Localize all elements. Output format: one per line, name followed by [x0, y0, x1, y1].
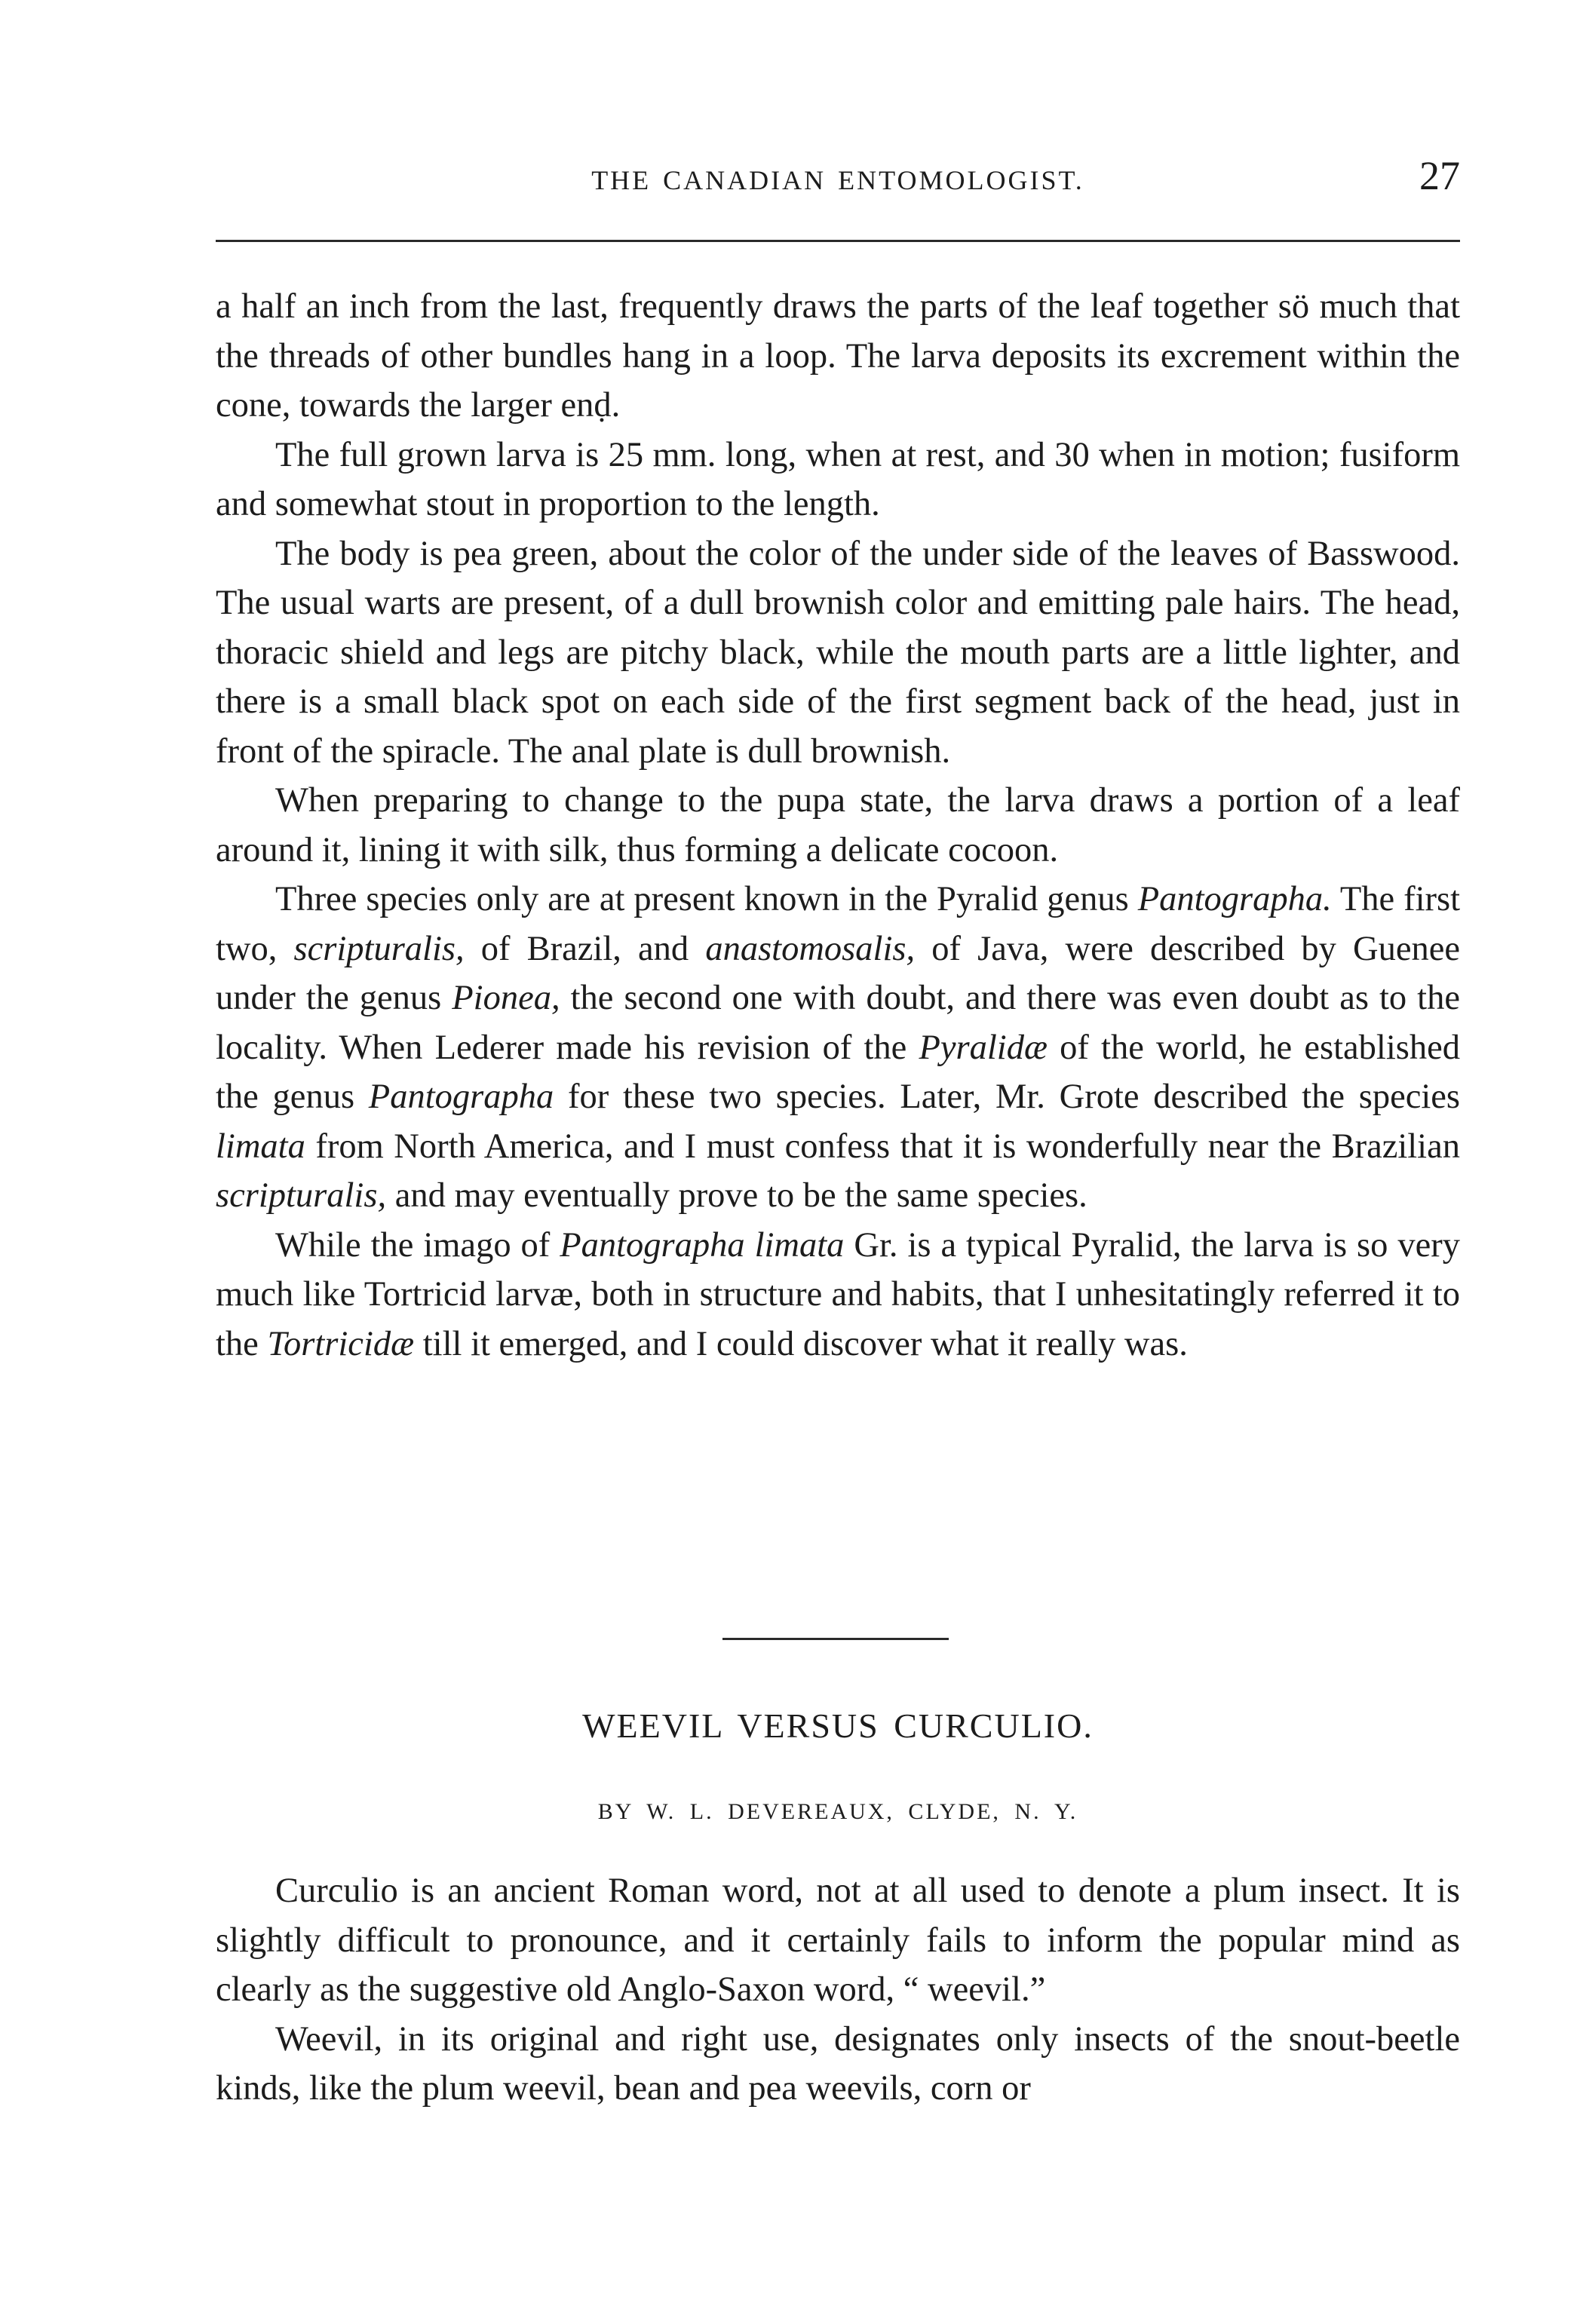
paragraph: [216, 1221, 1460, 1369]
italic-term: Pionea,: [452, 979, 560, 1017]
italic-term: anastomosalis,: [705, 929, 916, 968]
paragraph: [216, 776, 1460, 875]
italic-term: Pantographa limata: [560, 1225, 845, 1265]
text-run: Curculio is an ancient Roman word, not at all used to denote a plum insect. It is slightly difficult to pronounce, and it certainly fails to inform the popular mind as clearly as the suggestive old Anglo-Saxon word, “ weevil.”: [216, 1872, 1460, 2009]
text-run: The body is pea green, about the color of the under side of the leaves of Basswood. The usual warts are present, of a dull brownish color and emitting pale hairs. The head, thoracic shield and legs are pitchy black, while the mouth parts are a little lighter, and there is a small black spot on each side of the first segment back of the head, just in front of the spiracle. The anal plate is dull brownish.: [216, 534, 1460, 771]
text-run: of Java, were described by Guenee under the genus: [216, 929, 1460, 1017]
text-run: The first two,: [216, 880, 1460, 968]
article-text: [216, 1866, 1460, 2114]
article-title: WEEVIL VERSUS CURCULIO.: [582, 1706, 1094, 1745]
text-run: When preparing to change to the pupa state, the larva draws a portion of a leaf around it, lining it with silk, thus forming a delicate cocoon.: [216, 781, 1460, 869]
header-rule: [216, 240, 1460, 242]
text-run: the second one with doubt, and there was even doubt as to the locality. When Lederer made his revision of the: [216, 979, 1460, 1067]
text-run: and may eventually prove to be the same species.: [386, 1176, 1087, 1215]
running-title: THE CANADIAN ENTOMOLOGIST.: [591, 165, 1084, 195]
article-byline: BY W. L. DEVEREAUX, CLYDE, N. Y.: [597, 1799, 1078, 1824]
text-run: While the imago of: [275, 1225, 560, 1265]
italic-term: Pantographa: [368, 1078, 554, 1116]
text-run: of Brazil, and: [464, 929, 706, 968]
text-run: The full grown larva is 25 mm. long, when at rest, and 30 when in motion; fusiform and somewhat stout in proportion to the length.: [216, 435, 1460, 523]
text-run: a half an inch from the last, frequently draws the parts of the leaf together sö much that the threads of other bundles hang in a loop. The larva deposits its excrement within the cone, towards the larger enḍ.: [216, 287, 1460, 425]
italic-term: scripturalis,: [293, 929, 465, 968]
italic-term: limata: [216, 1127, 305, 1166]
page-header: [216, 153, 1460, 205]
paragraph: [216, 282, 1460, 431]
page-number: 27: [1419, 153, 1460, 198]
paragraph: [216, 1866, 1460, 2015]
text-run: Three species only are at present known in the Pyralid genus: [275, 880, 1138, 918]
text-run: Weevil, in its original and right use, designates only insects of the snout-beetle kinds, like the plum weevil, bean and pea weevils, corn or: [216, 2019, 1460, 2108]
text-run: from North America, and I must confess that it is wonderfully near the Brazilian: [305, 1127, 1460, 1166]
italic-term: scripturalis,: [216, 1176, 387, 1215]
paragraph: [216, 2015, 1460, 2114]
paragraph: [216, 529, 1460, 777]
italic-term: Tortricidæ: [267, 1324, 415, 1363]
text-run: of the world, he established the genus: [216, 1028, 1460, 1116]
italic-term: Pyralidæ: [919, 1028, 1048, 1067]
text-run: Gr. is a typical Pyralid, the larva is so very much like Tortricid larvæ, both in structure and habits, that I unhesitatingly referred it to the: [216, 1225, 1460, 1363]
section-divider: [722, 1638, 949, 1640]
paragraph: [216, 875, 1460, 1221]
text-run: till it emerged, and I could discover what it really was.: [414, 1324, 1188, 1363]
paragraph: [216, 431, 1460, 529]
body-text: [216, 282, 1460, 1369]
italic-term: Pantographa.: [1137, 880, 1332, 918]
text-run: for these two species. Later, Mr. Grote described the species: [554, 1078, 1460, 1116]
